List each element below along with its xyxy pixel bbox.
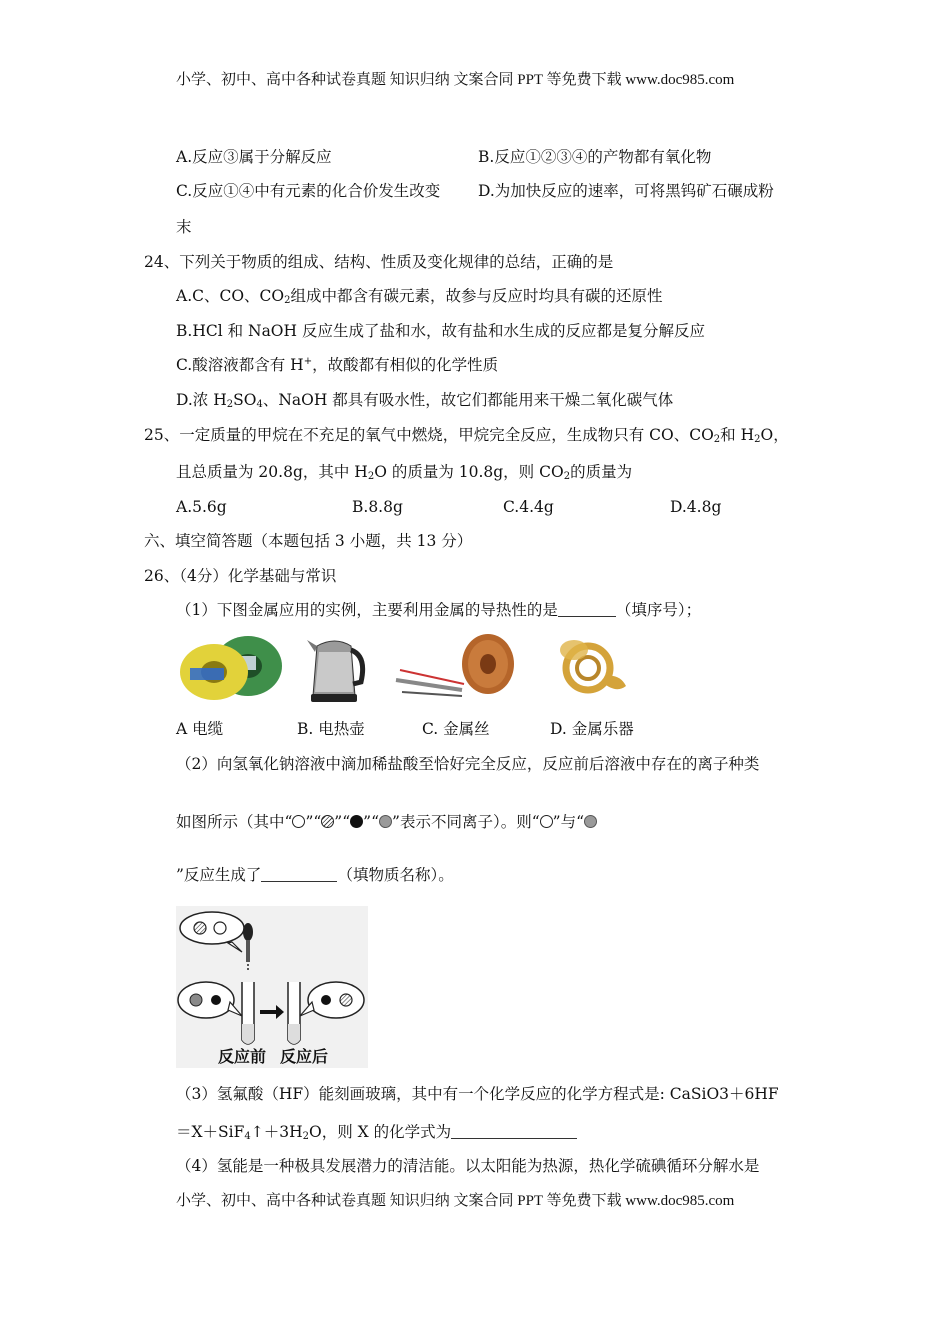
q26-p1-blank[interactable] <box>558 602 616 617</box>
q24-d-text1: D.浓 H <box>176 391 227 409</box>
page-footer: 小学、初中、高中各种试卷真题 知识归纳 文案合同 PPT 等免费下载 www.doc985.com <box>176 1193 735 1209</box>
q26-part3-line1: （3）氢氟酸（HF）能刻画玻璃，其中有一个化学反应的化学方程式是: CaSiO3＋6HF <box>176 1085 779 1103</box>
section-6-title: 六、填空简答题（本题包括 3 小题，共 13 分） <box>144 532 473 550</box>
q25-stem-line1 <box>144 425 789 445</box>
q25-t1: 且总质量为 20.8g，其中 H <box>176 463 368 481</box>
ion-gray-icon <box>379 815 392 828</box>
q24-a-text2: 组成中都含有碳元素，故参与反应时均具有碳的还原性 <box>290 287 663 305</box>
q26-part2-line1: （2）向氢氧化钠溶液中滴加稀盐酸至恰好完全反应，反应前后溶液中存在的离子种类 <box>176 755 760 773</box>
q26-part1 <box>176 600 701 620</box>
q25-option-c: C.4.4g <box>503 498 554 516</box>
q26-p2b-open: 如图所示（其中“ <box>176 813 293 831</box>
q26-p3b-sub2: 2 <box>302 1131 309 1142</box>
fig-label-after: 反应后 <box>280 1047 329 1066</box>
q26-quote-open-1: ”“ <box>305 813 322 831</box>
q24-c-text2: ，故酸都有相似的化学性质 <box>312 356 499 374</box>
q24-a-text1: A.C、CO、CO <box>176 287 285 305</box>
q26-part4-line1: （4）氢能是一种极具发展潜力的清洁能。以太阳能为热源，热化学硫碘循环分解水是 <box>176 1157 760 1175</box>
q24-option-d <box>176 390 673 410</box>
q26-p2b-end: 表示不同离子）。则“ <box>399 813 540 831</box>
q25-stem-line2 <box>176 462 632 482</box>
q23-option-d: D.为加快反应的速率，可将黑钨矿石碾成粉 <box>478 182 774 200</box>
q24-d-text3: 、NaOH 都具有吸水性，故它们都能用来干燥二氧化碳气体 <box>262 391 674 409</box>
q25-t2-sub: 2 <box>563 471 571 482</box>
q23-option-c: C.反应①④中有元素的化合价发生改变 <box>176 182 441 200</box>
q26-p2-blank[interactable] <box>261 867 337 882</box>
q26-part2-line3 <box>176 865 454 885</box>
q26-p3b-text3: O，则 X 的化学式为 <box>309 1123 452 1141</box>
q26-p3b-text1: ＝X＋SiF <box>176 1123 245 1141</box>
metal-wire-image <box>392 630 520 702</box>
q24-d-sub2: 4 <box>256 399 263 410</box>
q26-p2c-end: （填物质名称）。 <box>337 866 454 884</box>
q25-option-b: B.8.8g <box>352 498 403 516</box>
q24-d-sub1: 2 <box>226 399 234 410</box>
metal-instrument-image <box>550 628 630 704</box>
q26-p1-text: （1）下图金属应用的实例，主要利用金属的导热性的是 <box>176 601 558 619</box>
ion-reaction-figure <box>176 906 368 1068</box>
q26-quote-open-3: ”“ <box>363 813 380 831</box>
q24-d-text2: SO <box>233 391 257 409</box>
q24-a-sub: 2 <box>284 295 291 306</box>
q26-label-a: A 电缆 <box>176 720 224 738</box>
q26-label-d: D. 金属乐器 <box>550 720 634 738</box>
q26-part2-line2 <box>176 812 597 832</box>
page-header: 小学、初中、高中各种试卷真题 知识归纳 文案合同 PPT 等免费下载 www.doc985.com <box>176 72 735 88</box>
ion-hatched-icon <box>321 815 334 828</box>
q26-stem: 26、（4分）化学基础与常识 <box>144 567 337 585</box>
q25-t2: O 的质量为 10.8g，则 CO <box>374 463 564 481</box>
q24-option-c <box>176 355 498 375</box>
electric-kettle-image <box>305 632 367 704</box>
ion-solid-icon <box>350 815 363 828</box>
q24-option-a <box>176 286 663 306</box>
q25-option-a: A.5.6g <box>176 498 227 516</box>
q26-part3-line2 <box>176 1122 577 1142</box>
ion-hollow-icon-2 <box>540 815 553 828</box>
q26-quote-open-2: ”“ <box>334 813 351 831</box>
q23-option-b: B.反应①②③④的产物都有氧化物 <box>478 148 712 166</box>
q26-p2b-and: ”与“ <box>552 813 584 831</box>
q26-label-c: C. 金属丝 <box>422 720 490 738</box>
q26-p3b-sub1: 4 <box>244 1131 251 1142</box>
ion-hollow-icon <box>292 815 305 828</box>
q23-option-a: A.反应③属于分解反应 <box>176 148 332 166</box>
q26-p2c-text: ”反应生成了 <box>176 866 262 884</box>
cable-image <box>176 628 286 704</box>
q24-stem: 24、下列关于物质的组成、结构、性质及变化规律的总结，正确的是 <box>144 253 614 271</box>
q26-quote-close-1: ” <box>392 813 400 831</box>
q26-label-b: B. 电热壶 <box>297 720 365 738</box>
q25-s2: 和 H <box>720 426 755 444</box>
fig-label-before: 反应前 <box>218 1047 267 1066</box>
q24-option-b: B.HCl 和 NaOH 反应生成了盐和水，故有盐和水生成的反应都是复分解反应 <box>176 322 705 340</box>
q25-t1-sub: 2 <box>367 471 375 482</box>
q25-option-d: D.4.8g <box>670 498 722 516</box>
q25-t3: 的质量为 <box>570 463 633 481</box>
q25-s3: O， <box>760 426 789 444</box>
q24-c-text1: C.酸溶液都含有 H <box>176 356 304 374</box>
q26-p1-end: （填序号）； <box>615 601 702 619</box>
q26-p3b-text2: ↑＋3H <box>250 1123 303 1141</box>
q26-p3-blank[interactable] <box>451 1124 577 1139</box>
q24-c-sup: + <box>303 356 313 367</box>
q25-s1: 25、一定质量的甲烷在不充足的氧气中燃烧，甲烷完全反应，生成物只有 CO、CO <box>144 426 714 444</box>
q23-option-d-continued: 末 <box>176 218 192 236</box>
q25-s2-sub: 2 <box>754 434 761 445</box>
ion-gray-icon-2 <box>584 815 597 828</box>
q25-s1-sub: 2 <box>713 434 721 445</box>
